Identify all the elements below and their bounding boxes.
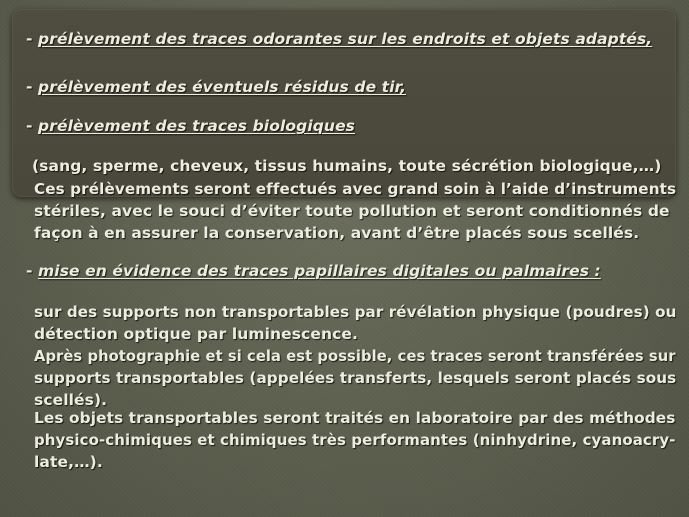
- paragraph-line: détection optique par luminescence.: [34, 325, 359, 343]
- bullet-item-residus: [26, 78, 406, 96]
- bullet-item-papillaires: [26, 262, 601, 280]
- bullet-dash: -: [26, 262, 33, 280]
- bullet-dash: -: [26, 117, 33, 135]
- paragraph-line: late,…).: [34, 453, 103, 471]
- paragraph-line: sur des supports non transportables par révélation physique (poudres) ou: [34, 303, 677, 321]
- paragraph-line: physico-chimiques et chimiques très performantes (ninhydrine, cyanoacry-: [34, 431, 676, 449]
- paragraph-line: façon à en assurer la conservation, avant d’être placés sous scellés.: [34, 224, 640, 242]
- item-text: prélèvement des traces odorantes sur les endroits et objets adaptés,: [38, 30, 653, 48]
- item-text: prélèvement des traces biologiques: [38, 117, 356, 135]
- paragraph-line: Les objets transportables seront traités en laboratoire par des méthodes: [34, 409, 676, 427]
- paragraph-line: stériles, avec le souci d’éviter toute pollution et seront conditionnés de: [34, 202, 670, 220]
- bullet-dash: -: [26, 30, 33, 48]
- item-text: prélèvement des éventuels résidus de tir,: [38, 78, 407, 96]
- paragraph-line: Après photographie et si cela est possible, ces traces seront transférées sur: [34, 347, 676, 365]
- bullet-dash: -: [26, 78, 33, 96]
- item-text: mise en évidence des traces papillaires digitales ou palmaires :: [38, 262, 601, 280]
- paragraph-line: Ces prélèvements seront effectués avec grand soin à l’aide d’instruments: [34, 180, 677, 198]
- paragraph-line: scellés).: [34, 391, 108, 409]
- bullet-item-biologiques: [26, 117, 355, 135]
- paragraph-line: (sang, sperme, cheveux, tissus humains, toute sécrétion biologique,…): [32, 157, 662, 175]
- bullet-item-odorantes: [26, 30, 652, 48]
- paragraph-line: supports transportables (appelées transferts, lesquels seront placés sous: [34, 369, 677, 387]
